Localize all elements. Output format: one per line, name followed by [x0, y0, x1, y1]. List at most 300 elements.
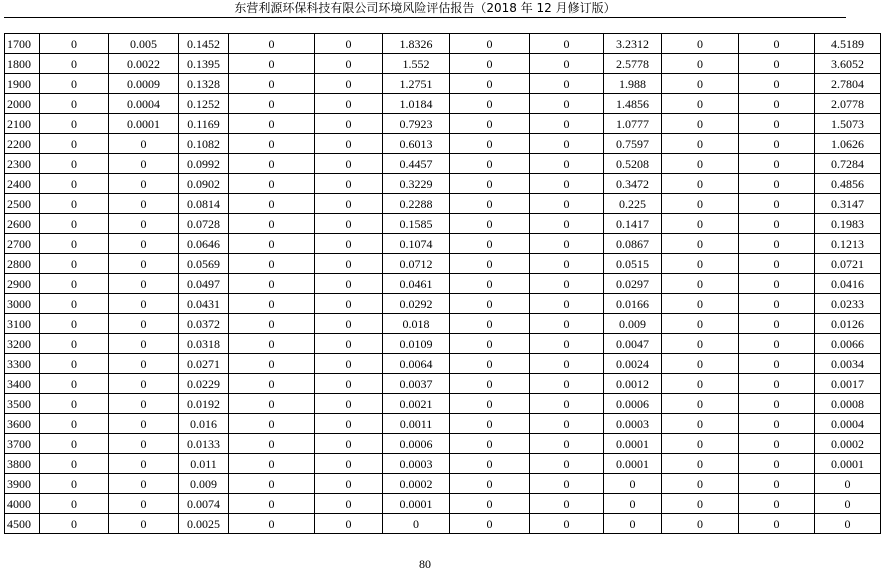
value-cell: 0.1417	[604, 214, 662, 234]
value-cell: 0.016	[179, 414, 229, 434]
value-cell: 0	[739, 114, 815, 134]
value-cell: 0	[109, 454, 179, 474]
value-cell: 0.0814	[179, 194, 229, 214]
value-cell: 0	[40, 314, 109, 334]
value-cell: 0	[40, 74, 109, 94]
value-cell: 2.0778	[815, 94, 881, 114]
value-cell: 0	[530, 174, 604, 194]
value-cell: 0	[530, 254, 604, 274]
value-cell: 0.0229	[179, 374, 229, 394]
value-cell: 0	[530, 54, 604, 74]
value-cell: 0	[40, 134, 109, 154]
value-cell: 0	[315, 34, 383, 54]
value-cell: 0	[450, 394, 530, 414]
value-cell: 0	[450, 354, 530, 374]
value-cell: 0	[40, 454, 109, 474]
value-cell: 0	[40, 154, 109, 174]
value-cell: 0	[739, 54, 815, 74]
value-cell: 0	[450, 194, 530, 214]
value-cell: 0.0025	[179, 514, 229, 534]
value-cell: 0.0006	[383, 434, 450, 454]
value-cell: 0	[450, 514, 530, 534]
value-cell: 2.5778	[604, 54, 662, 74]
value-cell: 0	[530, 474, 604, 494]
value-cell: 0	[530, 454, 604, 474]
value-cell: 0.0011	[383, 414, 450, 434]
value-cell: 0	[604, 514, 662, 534]
value-cell: 2.7804	[815, 74, 881, 94]
value-cell: 0.0646	[179, 234, 229, 254]
value-cell: 0	[315, 254, 383, 274]
value-cell: 0	[40, 494, 109, 514]
value-cell: 0	[530, 354, 604, 374]
table-row	[5, 414, 881, 434]
value-cell: 0	[739, 494, 815, 514]
value-cell: 0	[229, 374, 315, 394]
distance-cell: 3200	[5, 334, 40, 354]
value-cell: 0	[40, 254, 109, 274]
value-cell: 0	[530, 414, 604, 434]
value-cell: 0	[530, 154, 604, 174]
distance-cell: 3300	[5, 354, 40, 374]
value-cell: 0	[739, 354, 815, 374]
table-row	[5, 354, 881, 374]
value-cell: 0.1074	[383, 234, 450, 254]
value-cell: 0.0109	[383, 334, 450, 354]
value-cell: 0	[229, 234, 315, 254]
table-row	[5, 194, 881, 214]
value-cell: 1.0626	[815, 134, 881, 154]
distance-cell: 3100	[5, 314, 40, 334]
value-cell: 0.0022	[109, 54, 179, 74]
value-cell: 0	[739, 214, 815, 234]
value-cell: 1.4856	[604, 94, 662, 114]
value-cell: 0	[530, 494, 604, 514]
table-row	[5, 134, 881, 154]
table-row	[5, 114, 881, 134]
value-cell: 0	[739, 74, 815, 94]
value-cell: 0	[530, 374, 604, 394]
value-cell: 0	[815, 494, 881, 514]
value-cell: 0.0001	[604, 434, 662, 454]
value-cell: 0	[315, 94, 383, 114]
value-cell: 0	[530, 434, 604, 454]
value-cell: 0.1452	[179, 34, 229, 54]
value-cell: 0.0002	[815, 434, 881, 454]
value-cell: 0	[315, 354, 383, 374]
value-cell: 0	[739, 134, 815, 154]
distance-cell: 3000	[5, 294, 40, 314]
value-cell: 0.0192	[179, 394, 229, 414]
value-cell: 0.1328	[179, 74, 229, 94]
value-cell: 0.6013	[383, 134, 450, 154]
value-cell: 0.0001	[604, 454, 662, 474]
value-cell: 0	[815, 514, 881, 534]
value-cell: 0.0318	[179, 334, 229, 354]
value-cell: 0.0431	[179, 294, 229, 314]
value-cell: 0	[315, 134, 383, 154]
table-row	[5, 174, 881, 194]
value-cell: 0	[662, 514, 739, 534]
value-cell: 0.0712	[383, 254, 450, 274]
distance-cell: 4500	[5, 514, 40, 534]
value-cell: 0	[40, 514, 109, 534]
distance-cell: 2600	[5, 214, 40, 234]
value-cell: 0	[739, 474, 815, 494]
table-row	[5, 394, 881, 414]
value-cell: 0	[109, 134, 179, 154]
value-cell: 0	[40, 474, 109, 494]
value-cell: 0	[530, 394, 604, 414]
value-cell: 0	[450, 94, 530, 114]
value-cell: 0	[40, 434, 109, 454]
value-cell: 0	[40, 94, 109, 114]
value-cell: 0	[450, 54, 530, 74]
value-cell: 0	[40, 194, 109, 214]
distance-cell: 2700	[5, 234, 40, 254]
value-cell: 0.009	[179, 474, 229, 494]
value-cell: 0.0126	[815, 314, 881, 334]
value-cell: 0	[229, 94, 315, 114]
value-cell: 0	[662, 314, 739, 334]
value-cell: 0	[229, 174, 315, 194]
value-cell: 0	[383, 514, 450, 534]
value-cell: 0	[40, 214, 109, 234]
page-header: 东营利源环保科技有限公司环境风险评估报告（2018 年 12 月修订版）	[234, 1, 616, 15]
value-cell: 0	[450, 74, 530, 94]
value-cell: 0	[739, 514, 815, 534]
value-cell: 0	[530, 514, 604, 534]
value-cell: 0	[662, 34, 739, 54]
value-cell: 0	[815, 474, 881, 494]
value-cell: 0.0003	[604, 414, 662, 434]
value-cell: 0.0497	[179, 274, 229, 294]
value-cell: 0	[662, 234, 739, 254]
value-cell: 0	[662, 94, 739, 114]
value-cell: 0	[315, 434, 383, 454]
value-cell: 0	[109, 254, 179, 274]
value-cell: 0.7284	[815, 154, 881, 174]
value-cell: 0	[229, 434, 315, 454]
table-row	[5, 434, 881, 454]
value-cell: 0.0271	[179, 354, 229, 374]
value-cell: 0	[109, 334, 179, 354]
value-cell: 0	[109, 494, 179, 514]
value-cell: 0.3147	[815, 194, 881, 214]
value-cell: 1.2751	[383, 74, 450, 94]
value-cell: 0	[40, 394, 109, 414]
value-cell: 0	[530, 314, 604, 334]
value-cell: 0.1395	[179, 54, 229, 74]
value-cell: 0	[109, 394, 179, 414]
distance-cell: 3700	[5, 434, 40, 454]
value-cell: 0.0012	[604, 374, 662, 394]
value-cell: 0	[229, 414, 315, 434]
value-cell: 0.0034	[815, 354, 881, 374]
table-row	[5, 454, 881, 474]
value-cell: 0.3472	[604, 174, 662, 194]
value-cell: 0	[229, 134, 315, 154]
value-cell: 0.0004	[815, 414, 881, 434]
value-cell: 0	[109, 314, 179, 334]
value-cell: 0	[530, 34, 604, 54]
value-cell: 0.0047	[604, 334, 662, 354]
value-cell: 0	[739, 434, 815, 454]
value-cell: 0	[315, 414, 383, 434]
value-cell: 0	[662, 114, 739, 134]
value-cell: 0	[662, 474, 739, 494]
distance-cell: 2200	[5, 134, 40, 154]
value-cell: 0.225	[604, 194, 662, 214]
value-cell: 0	[315, 334, 383, 354]
value-cell: 0	[450, 34, 530, 54]
value-cell: 0	[40, 34, 109, 54]
value-cell: 0	[40, 234, 109, 254]
value-cell: 0	[229, 254, 315, 274]
value-cell: 0	[40, 54, 109, 74]
value-cell: 0	[662, 394, 739, 414]
value-cell: 0	[530, 134, 604, 154]
value-cell: 0	[229, 214, 315, 234]
value-cell: 0	[315, 454, 383, 474]
value-cell: 0	[662, 494, 739, 514]
value-cell: 0	[109, 374, 179, 394]
value-cell: 0.5208	[604, 154, 662, 174]
value-cell: 0	[315, 274, 383, 294]
value-cell: 0	[739, 34, 815, 54]
value-cell: 0.4856	[815, 174, 881, 194]
distance-cell: 4000	[5, 494, 40, 514]
table-row	[5, 234, 881, 254]
value-cell: 0	[739, 274, 815, 294]
value-cell: 0.0064	[383, 354, 450, 374]
value-cell: 0	[662, 154, 739, 174]
value-cell: 0	[109, 414, 179, 434]
distance-cell: 2900	[5, 274, 40, 294]
value-cell: 0.005	[109, 34, 179, 54]
value-cell: 0	[530, 194, 604, 214]
value-cell: 0	[739, 374, 815, 394]
distance-cell: 2300	[5, 154, 40, 174]
table-row	[5, 214, 881, 234]
value-cell: 1.552	[383, 54, 450, 74]
distance-cell: 2100	[5, 114, 40, 134]
value-cell: 0.1213	[815, 234, 881, 254]
value-cell: 0.0133	[179, 434, 229, 454]
value-cell: 0.0009	[109, 74, 179, 94]
value-cell: 1.5073	[815, 114, 881, 134]
value-cell: 0	[229, 74, 315, 94]
value-cell: 0	[739, 174, 815, 194]
value-cell: 0	[229, 474, 315, 494]
value-cell: 0.0001	[815, 454, 881, 474]
value-cell: 0	[739, 194, 815, 214]
header-rule	[4, 17, 846, 18]
value-cell: 0.1169	[179, 114, 229, 134]
value-cell: 0	[739, 334, 815, 354]
value-cell: 4.5189	[815, 34, 881, 54]
value-cell: 0	[662, 374, 739, 394]
value-cell: 0	[229, 34, 315, 54]
value-cell: 3.2312	[604, 34, 662, 54]
value-cell: 0	[662, 274, 739, 294]
table-row	[5, 274, 881, 294]
value-cell: 0	[662, 454, 739, 474]
value-cell: 0	[662, 54, 739, 74]
value-cell: 0	[662, 74, 739, 94]
value-cell: 0	[315, 494, 383, 514]
value-cell: 0.0461	[383, 274, 450, 294]
value-cell: 1.8326	[383, 34, 450, 54]
value-cell: 0	[229, 334, 315, 354]
table-row	[5, 374, 881, 394]
value-cell: 1.988	[604, 74, 662, 94]
value-cell: 0.0166	[604, 294, 662, 314]
value-cell: 0	[229, 294, 315, 314]
value-cell: 0	[229, 454, 315, 474]
value-cell: 0	[450, 114, 530, 134]
value-cell: 0	[739, 454, 815, 474]
table-row	[5, 474, 881, 494]
value-cell: 0	[315, 74, 383, 94]
value-cell: 0	[315, 194, 383, 214]
value-cell: 0.0416	[815, 274, 881, 294]
data-table	[4, 33, 881, 534]
value-cell: 0	[662, 194, 739, 214]
value-cell: 0	[450, 434, 530, 454]
table-row	[5, 254, 881, 274]
value-cell: 0	[450, 274, 530, 294]
value-cell: 0	[450, 294, 530, 314]
value-cell: 0	[229, 114, 315, 134]
distance-cell: 3400	[5, 374, 40, 394]
value-cell: 0	[315, 394, 383, 414]
value-cell: 0	[40, 374, 109, 394]
value-cell: 0	[739, 314, 815, 334]
distance-cell: 2500	[5, 194, 40, 214]
distance-cell: 3800	[5, 454, 40, 474]
value-cell: 0	[739, 394, 815, 414]
value-cell: 0	[229, 54, 315, 74]
value-cell: 0	[662, 294, 739, 314]
value-cell: 0.3229	[383, 174, 450, 194]
value-cell: 0.0867	[604, 234, 662, 254]
value-cell: 0.0001	[109, 114, 179, 134]
value-cell: 0.7597	[604, 134, 662, 154]
value-cell: 0	[315, 474, 383, 494]
value-cell: 0	[662, 334, 739, 354]
table-row	[5, 74, 881, 94]
value-cell: 0	[109, 354, 179, 374]
value-cell: 0	[604, 474, 662, 494]
value-cell: 0	[530, 234, 604, 254]
value-cell: 0	[450, 154, 530, 174]
value-cell: 0	[739, 254, 815, 274]
value-cell: 0	[40, 114, 109, 134]
value-cell: 0	[40, 334, 109, 354]
table-row	[5, 294, 881, 314]
value-cell: 0.0902	[179, 174, 229, 194]
value-cell: 0	[662, 214, 739, 234]
value-cell: 0	[229, 154, 315, 174]
value-cell: 0.0297	[604, 274, 662, 294]
table-body	[5, 34, 881, 534]
value-cell: 0.1252	[179, 94, 229, 114]
value-cell: 0.0004	[109, 94, 179, 114]
value-cell: 0.0066	[815, 334, 881, 354]
value-cell: 0	[530, 214, 604, 234]
value-cell: 0.1082	[179, 134, 229, 154]
distance-cell: 3900	[5, 474, 40, 494]
value-cell: 0.0233	[815, 294, 881, 314]
value-cell: 0.0024	[604, 354, 662, 374]
value-cell: 0	[450, 314, 530, 334]
value-cell: 0	[40, 294, 109, 314]
value-cell: 0	[109, 234, 179, 254]
value-cell: 0	[109, 294, 179, 314]
value-cell: 0.0017	[815, 374, 881, 394]
value-cell: 0.0292	[383, 294, 450, 314]
value-cell: 0.0008	[815, 394, 881, 414]
value-cell: 0	[450, 134, 530, 154]
value-cell: 0.0003	[383, 454, 450, 474]
value-cell: 0.018	[383, 314, 450, 334]
value-cell: 0	[229, 394, 315, 414]
value-cell: 0.0515	[604, 254, 662, 274]
distance-cell: 2400	[5, 174, 40, 194]
value-cell: 0.0001	[383, 494, 450, 514]
value-cell: 0.4457	[383, 154, 450, 174]
distance-cell: 1900	[5, 74, 40, 94]
value-cell: 0.009	[604, 314, 662, 334]
value-cell: 0	[450, 334, 530, 354]
value-cell: 0	[450, 454, 530, 474]
value-cell: 0	[229, 274, 315, 294]
value-cell: 0.2288	[383, 194, 450, 214]
value-cell: 0	[315, 214, 383, 234]
value-cell: 0.0074	[179, 494, 229, 514]
distance-cell: 3500	[5, 394, 40, 414]
table-row	[5, 34, 881, 54]
value-cell: 0	[530, 74, 604, 94]
value-cell: 0	[109, 514, 179, 534]
value-cell: 0.0002	[383, 474, 450, 494]
value-cell: 3.6052	[815, 54, 881, 74]
value-cell: 0	[315, 154, 383, 174]
page-number: 80	[419, 557, 431, 571]
value-cell: 1.0184	[383, 94, 450, 114]
value-cell: 0	[739, 414, 815, 434]
value-cell: 0	[109, 434, 179, 454]
value-cell: 0.0992	[179, 154, 229, 174]
distance-cell: 2800	[5, 254, 40, 274]
value-cell: 0	[450, 374, 530, 394]
table-row	[5, 314, 881, 334]
value-cell: 0	[315, 114, 383, 134]
value-cell: 0.0721	[815, 254, 881, 274]
distance-cell: 1700	[5, 34, 40, 54]
value-cell: 0	[530, 334, 604, 354]
value-cell: 0	[315, 374, 383, 394]
distance-cell: 2000	[5, 94, 40, 114]
value-cell: 0	[739, 234, 815, 254]
value-cell: 0	[530, 274, 604, 294]
value-cell: 0	[662, 254, 739, 274]
value-cell: 0	[450, 474, 530, 494]
value-cell: 0	[315, 514, 383, 534]
value-cell: 0	[662, 414, 739, 434]
value-cell: 0	[739, 154, 815, 174]
